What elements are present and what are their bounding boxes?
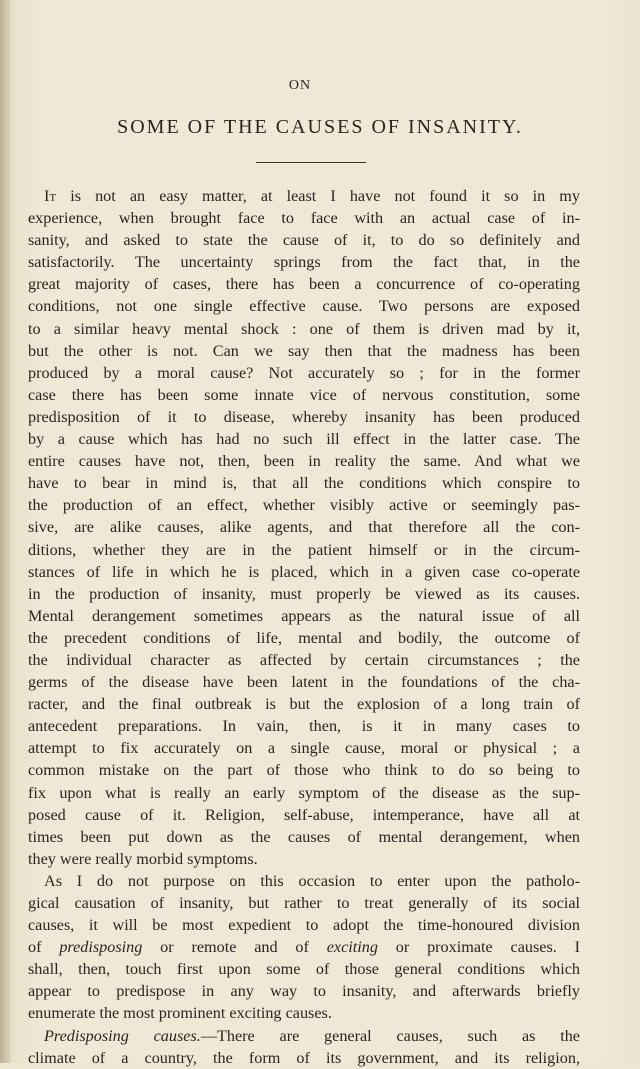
page-gutter [0, 0, 10, 1063]
text-line: in the production of insanity, must properly be viewed as its causes. [28, 584, 580, 603]
body-text [28, 185, 580, 1069]
text-line: climate of a country, the form of its government, and its religion, [28, 1048, 580, 1067]
text-line: of predisposing or remote and of exciting or proximate causes. I [28, 938, 581, 957]
text-line: have to bear in mind is, that all the conditions which conspire to [28, 474, 580, 493]
text-line: appear to predispose in any way to insanity, and afterwards briefly [28, 982, 580, 1001]
text-line: ditions, whether they are in the patient himself or in the circum- [28, 540, 580, 559]
text-line: to a similar heavy mental shock : one of them is driven mad by it, [28, 319, 580, 338]
text-line: common mistake on the part of those who think to do so being to [28, 761, 580, 780]
title-rule [256, 162, 366, 163]
exciting-term: exciting [326, 938, 378, 957]
text-line: attempt to fix accurately on a single cause, moral or physical ; a [28, 739, 580, 758]
text-line: shall, then, touch first upon some of those general conditions which [28, 960, 580, 979]
text-line: sive, are alike causes, alike agents, and that therefore all the con- [28, 518, 580, 537]
text-line: posed cause of it. Religion, self-abuse, intemperance, have all at [28, 805, 580, 824]
text-line: causes, it will be most expedient to adopt the time-honoured division [28, 916, 580, 935]
text-line: the production of an effect, whether visibly active or seemingly pas- [28, 496, 580, 515]
text-line: It is not an easy matter, at least I have not found it so in my [44, 187, 580, 205]
section-heading: Predisposing causes. [44, 1026, 201, 1045]
text-line: produced by a moral cause? Not accurately so ; for in the former [28, 363, 580, 382]
text-line: conditions, not one single effective cause. Two persons are exposed [28, 297, 580, 316]
text-line: stances of life in which he is placed, which in a given case co-operate [28, 562, 580, 581]
lead-word: It [44, 187, 57, 205]
text-line: enumerate the most prominent exciting causes. [28, 1004, 332, 1023]
text-line: sanity, and asked to state the cause of it, to do so definitely and [28, 231, 580, 250]
text-line: entire causes have not, then, been in reality the same. And what we [28, 452, 580, 471]
text-line: case there has been some innate vice of nervous constitution, some [28, 385, 580, 404]
chapter-title: SOME OF THE CAUSES OF INSANITY. [117, 116, 523, 138]
text-line: gical causation of insanity, but rather to treat generally of its social [28, 894, 580, 912]
text-line: they were really morbid symptoms. [28, 849, 258, 868]
text-line: the precedent conditions of life, mental and bodily, the outcome of [28, 628, 580, 647]
text-line: experience, when brought face to face with an actual case of in- [28, 209, 580, 228]
text-line: times been put down as the causes of mental derangement, when [28, 827, 580, 846]
text-line: antecedent preparations. In vain, then, is it in many cases to [28, 717, 580, 736]
text-line: fix upon what is really an early symptom of the disease as the sup- [28, 783, 580, 802]
text-line: racter, and the final outbreak is but the explosion of a long train of [28, 695, 580, 714]
running-head: ON [288, 78, 312, 93]
text-line: but the other is not. Can we say then that the madness has been [28, 341, 580, 360]
text-line: germs of the disease have been latent in the foundations of the cha- [28, 673, 580, 692]
text-line: Predisposing causes.—There are general causes, such as the [44, 1026, 580, 1045]
text-line: Mental derangement sometimes appears as the natural issue of all [28, 606, 580, 625]
text-line: predisposition of it to disease, whereby insanity has been produced [28, 407, 580, 426]
text-line: the individual character as affected by certain circumstances ; the [28, 650, 580, 669]
text-line: satisfactorily. The uncertainty springs from the fact that, in the [28, 253, 580, 272]
text-line: As I do not purpose on this occasion to enter upon the patholo- [44, 871, 580, 890]
predisposing-term: predisposing [59, 938, 143, 957]
text-line: great majority of cases, there has been a concurrence of co-operating [28, 275, 580, 294]
text-line: by a cause which has had no such ill effect in the latter case. The [28, 430, 580, 449]
